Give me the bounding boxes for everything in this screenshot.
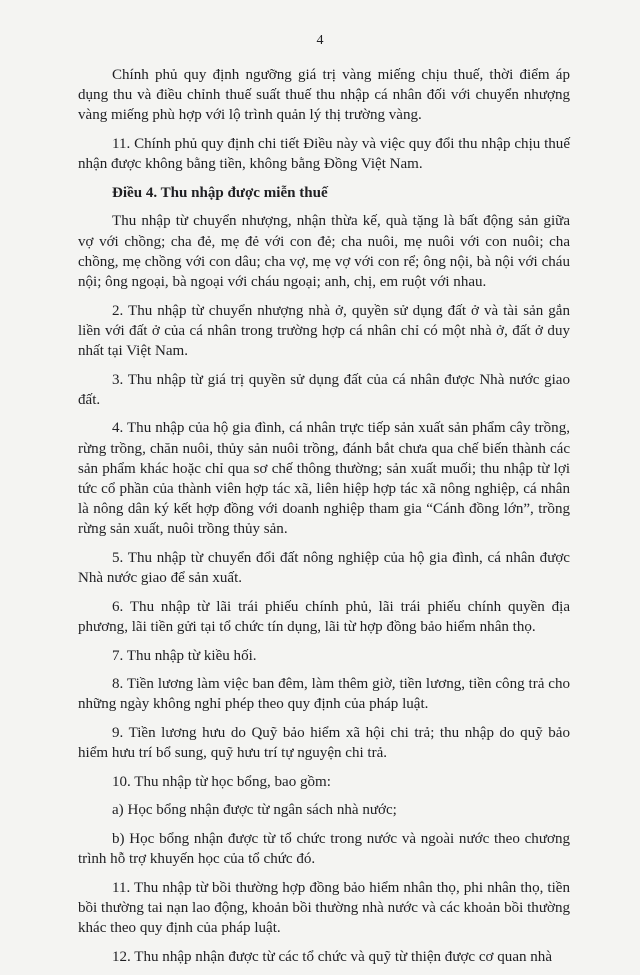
paragraph-exempt-6: 6. Thu nhập từ lãi trái phiếu chính phủ, lãi trái phiếu chính quyền địa phương, lãi tiền gửi tại tổ chức tín dụng, lãi từ hợp đồng bảo hiểm nhân thọ.	[78, 598, 570, 635]
paragraph-clause-11: 11. Chính phủ quy định chi tiết Điều này và việc quy đổi thu nhập chịu thuế nhận được không bằng tiền, không bằng Đồng Việt Nam.	[78, 136, 570, 173]
page-number: 4	[316, 33, 324, 48]
paragraph-exempt-10b: b) Học bổng nhận được từ tổ chức trong nước và ngoài nước theo chương trình hỗ trợ khuyến học của tổ chức đó.	[78, 830, 570, 868]
paragraph-exempt-8: 8. Tiền lương làm việc ban đêm, làm thêm giờ, tiền lương, tiền công trả cho những ngày không nghỉ phép theo quy định của pháp luật.	[78, 676, 570, 713]
paragraph-exempt-7: 7. Thu nhập từ kiều hối.	[112, 647, 257, 664]
paragraph-exempt-10a: a) Học bổng nhận được từ ngân sách nhà nước;	[112, 802, 397, 819]
paragraph-exempt-1: Thu nhập từ chuyển nhượng, nhận thừa kế, quà tặng là bất động sản giữa vợ với chồng; cha đẻ, mẹ đẻ với con đẻ; cha nuôi, mẹ nuôi với con nuôi; cha chồng, mẹ chồng với con dâu; cha vợ, mẹ vợ với con rể; ông nội, bà nội với cháu nội; ông ngoại, bà ngoại với cháu ngoại; anh, chị, em ruột với nhau.	[78, 213, 570, 290]
paragraph-exempt-2: 2. Thu nhập từ chuyển nhượng nhà ở, quyền sử dụng đất ở và tài sản gắn liền với đất ở của cá nhân trong trường hợp cá nhân chỉ có một nhà ở, đất ở duy nhất tại Việt Nam.	[78, 302, 570, 359]
paragraph-exempt-9: 9. Tiền lương hưu do Quỹ bảo hiểm xã hội chi trả; thu nhập do quỹ bảo hiểm hưu trí bổ sung, quỹ hưu trí tự nguyện chi trả.	[78, 724, 570, 762]
document-body	[78, 65, 570, 975]
paragraph-exempt-12: 12. Thu nhập nhận được từ các tổ chức và quỹ từ thiện được cơ quan nhà	[112, 948, 553, 965]
paragraph-exempt-10: 10. Thu nhập từ học bổng, bao gồm:	[112, 773, 331, 790]
paragraph-exempt-5: 5. Thu nhập từ chuyển đổi đất nông nghiệp của hộ gia đình, cá nhân được Nhà nước giao để sản xuất.	[78, 550, 570, 587]
paragraph-exempt-4: 4. Thu nhập của hộ gia đình, cá nhân trực tiếp sản xuất sản phẩm cây trồng, rừng trồng, chăn nuôi, thủy sản nuôi trồng, đánh bắt chưa qua chế biến thành các sản phẩm khác hoặc chỉ qua sơ chế thông thường; sản xuất muối; thu nhập từ lợi tức cổ phần của thành viên hợp tác xã, liên hiệp hợp tác xã nông nghiệp, cá nhân là nông dân ký kết hợp đồng với doanh nghiệp tham gia “Cánh đồng lớn”, trồng rừng sản xuất, nuôi trồng thủy sản.	[78, 420, 570, 538]
article-4-heading: Điều 4. Thu nhập được miễn thuế	[112, 184, 328, 201]
paragraph-gold-threshold: Chính phủ quy định ngưỡng giá trị vàng miếng chịu thuế, thời điểm áp dụng thu và điều chỉnh thuế suất thuế thu nhập cá nhân đối với chuyển nhượng vàng miếng phù hợp với lộ trình quản lý thị trường vàng.	[78, 67, 570, 124]
paragraph-exempt-11: 11. Thu nhập từ bồi thường hợp đồng bảo hiểm nhân thọ, phi nhân thọ, tiền bồi thường tai nạn lao động, khoản bồi thường nhà nước và các khoản bồi thường khác theo quy định của pháp luật.	[78, 879, 570, 937]
paragraph-exempt-3: 3. Thu nhập từ giá trị quyền sử dụng đất của cá nhân được Nhà nước giao đất.	[78, 371, 570, 408]
